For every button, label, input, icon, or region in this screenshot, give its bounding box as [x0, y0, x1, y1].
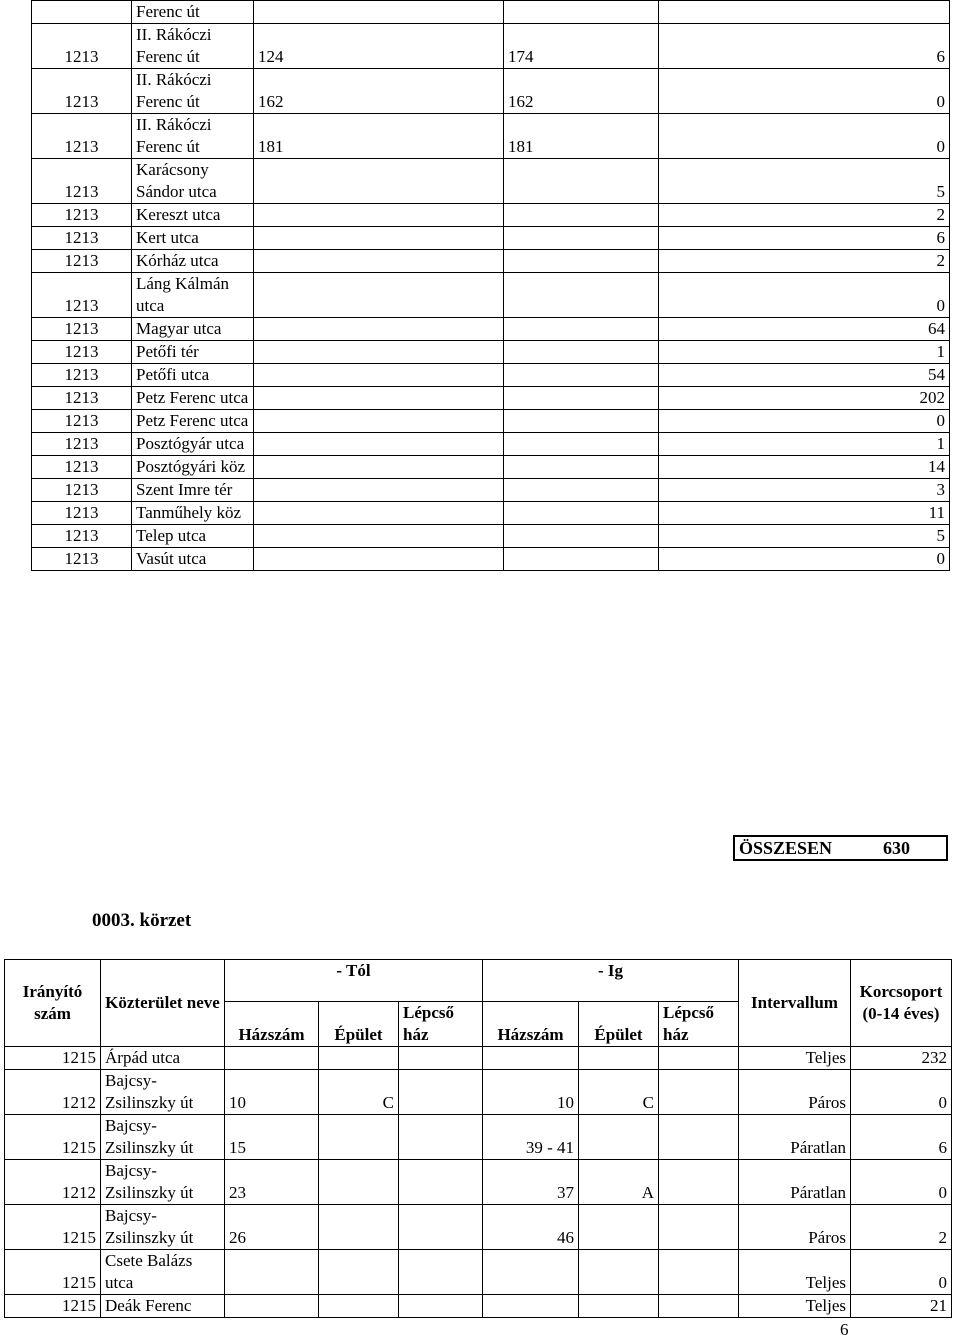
to-number-cell	[504, 525, 659, 548]
child-count-cell: 0	[659, 114, 950, 159]
table-row	[32, 250, 950, 273]
interval-cell: Teljes	[739, 1047, 851, 1070]
street-list-table-continued	[31, 0, 950, 571]
from-building-cell	[319, 1295, 399, 1318]
from-number-cell	[254, 502, 504, 525]
street-name-cell: Kórház utca	[132, 250, 254, 273]
from-number-cell	[254, 456, 504, 479]
district-street-table	[4, 959, 952, 1318]
table-row	[32, 204, 950, 227]
to-house-no-cell	[483, 1047, 579, 1070]
street-name-cell: Bajcsy-Zsilinszky út	[101, 1160, 225, 1205]
from-number-cell	[254, 548, 504, 571]
header-age-group: Korcsoport (0-14 éves)	[851, 960, 952, 1047]
table-row	[5, 1070, 952, 1115]
header-from-staircase: Lépcső ház	[399, 1002, 483, 1047]
child-count-cell: 1	[659, 433, 950, 456]
from-number-cell	[254, 227, 504, 250]
child-count-cell: 2	[659, 204, 950, 227]
street-name-cell: II. Rákóczi Ferenc út	[132, 69, 254, 114]
postal-code-cell: 1215	[5, 1115, 101, 1160]
street-name-cell: Petőfi tér	[132, 341, 254, 364]
from-number-cell	[254, 410, 504, 433]
from-number-cell: 124	[254, 24, 504, 69]
to-staircase-cell	[659, 1070, 739, 1115]
child-count-cell: 232	[851, 1047, 952, 1070]
street-name-cell: Telep utca	[132, 525, 254, 548]
total-box	[733, 835, 948, 861]
to-number-cell	[504, 479, 659, 502]
postal-code-cell: 1215	[5, 1047, 101, 1070]
child-count-cell: 6	[851, 1115, 952, 1160]
postal-code-cell: 1213	[32, 24, 132, 69]
to-building-cell: C	[579, 1070, 659, 1115]
table-row	[32, 364, 950, 387]
header-from: - Tól	[225, 960, 483, 1002]
from-number-cell	[254, 250, 504, 273]
interval-cell: Teljes	[739, 1250, 851, 1295]
street-name-cell: Tanműhely köz	[132, 502, 254, 525]
to-number-cell	[504, 364, 659, 387]
table-row	[32, 24, 950, 69]
to-number-cell	[504, 204, 659, 227]
to-house-no-cell	[483, 1250, 579, 1295]
from-number-cell	[254, 204, 504, 227]
to-number-cell	[504, 250, 659, 273]
to-number-cell	[504, 341, 659, 364]
from-staircase-cell	[399, 1250, 483, 1295]
postal-code-cell: 1213	[32, 159, 132, 204]
from-house-no-cell: 15	[225, 1115, 319, 1160]
to-number-cell	[504, 433, 659, 456]
postal-code-cell: 1215	[5, 1295, 101, 1318]
to-house-no-cell: 46	[483, 1205, 579, 1250]
to-number-cell: 174	[504, 24, 659, 69]
street-name-cell: Csete Balázs utca	[101, 1250, 225, 1295]
postal-code-cell: 1213	[32, 410, 132, 433]
from-number-cell	[254, 341, 504, 364]
child-count-cell: 2	[851, 1205, 952, 1250]
to-house-no-cell: 39 - 41	[483, 1115, 579, 1160]
from-staircase-cell	[399, 1205, 483, 1250]
from-house-no-cell	[225, 1295, 319, 1318]
from-building-cell	[319, 1250, 399, 1295]
from-number-cell: 162	[254, 69, 504, 114]
from-building-cell	[319, 1160, 399, 1205]
postal-code-cell: 1213	[32, 502, 132, 525]
from-building-cell	[319, 1047, 399, 1070]
from-number-cell	[254, 318, 504, 341]
from-number-cell	[254, 433, 504, 456]
postal-code-cell: 1213	[32, 318, 132, 341]
child-count-cell: 64	[659, 318, 950, 341]
table-row	[32, 114, 950, 159]
to-building-cell	[579, 1115, 659, 1160]
postal-code-cell: 1213	[32, 227, 132, 250]
to-staircase-cell	[659, 1205, 739, 1250]
header-street: Közterület neve	[101, 960, 225, 1047]
child-count-cell: 0	[659, 273, 950, 318]
to-number-cell	[504, 159, 659, 204]
child-count-cell: 0	[659, 548, 950, 571]
table-row	[32, 548, 950, 571]
from-house-no-cell: 23	[225, 1160, 319, 1205]
interval-cell: Páros	[739, 1070, 851, 1115]
to-number-cell	[504, 548, 659, 571]
child-count-cell: 0	[659, 69, 950, 114]
from-staircase-cell	[399, 1047, 483, 1070]
child-count-cell: 6	[659, 24, 950, 69]
to-staircase-cell	[659, 1160, 739, 1205]
to-number-cell: 162	[504, 69, 659, 114]
total-label: ÖSSZESEN	[739, 838, 833, 858]
header-interval: Intervallum	[739, 960, 851, 1047]
street-name-cell: Szent Imre tér	[132, 479, 254, 502]
header-to: - Ig	[483, 960, 739, 1002]
street-name-cell: Ferenc út	[132, 1, 254, 24]
street-name-cell: Vasút utca	[132, 548, 254, 571]
to-number-cell	[504, 318, 659, 341]
from-house-no-cell: 26	[225, 1205, 319, 1250]
child-count-cell: 2	[659, 250, 950, 273]
table-row	[32, 525, 950, 548]
from-house-no-cell: 10	[225, 1070, 319, 1115]
child-count-cell: 0	[659, 410, 950, 433]
child-count-cell: 5	[659, 159, 950, 204]
from-number-cell	[254, 387, 504, 410]
postal-code-cell: 1213	[32, 387, 132, 410]
to-number-cell	[504, 387, 659, 410]
postal-code-cell	[32, 1, 132, 24]
street-name-cell: Kereszt utca	[132, 204, 254, 227]
from-house-no-cell	[225, 1047, 319, 1070]
from-house-no-cell	[225, 1250, 319, 1295]
child-count-cell: 21	[851, 1295, 952, 1318]
table-row	[32, 387, 950, 410]
street-name-cell: II. Rákóczi Ferenc út	[132, 114, 254, 159]
to-number-cell: 181	[504, 114, 659, 159]
child-count-cell: 5	[659, 525, 950, 548]
table-row	[32, 456, 950, 479]
table-row	[32, 410, 950, 433]
to-house-no-cell: 37	[483, 1160, 579, 1205]
postal-code-cell: 1213	[32, 525, 132, 548]
child-count-cell: 0	[851, 1160, 952, 1205]
street-name-cell: Karácsony Sándor utca	[132, 159, 254, 204]
table-row	[32, 1, 950, 24]
street-name-cell: Bajcsy-Zsilinszky út	[101, 1070, 225, 1115]
to-building-cell	[579, 1250, 659, 1295]
table-row	[32, 433, 950, 456]
table-row	[32, 502, 950, 525]
postal-code-cell: 1213	[32, 364, 132, 387]
postal-code-cell: 1213	[32, 341, 132, 364]
to-building-cell	[579, 1047, 659, 1070]
postal-code-cell: 1213	[32, 433, 132, 456]
to-number-cell	[504, 227, 659, 250]
child-count-cell: 3	[659, 479, 950, 502]
from-number-cell	[254, 525, 504, 548]
street-name-cell: Deák Ferenc	[101, 1295, 225, 1318]
to-number-cell	[504, 502, 659, 525]
table-row	[5, 1250, 952, 1295]
from-number-cell	[254, 479, 504, 502]
to-number-cell	[504, 410, 659, 433]
street-name-cell: Petz Ferenc utca	[132, 410, 254, 433]
postal-code-cell: 1213	[32, 69, 132, 114]
postal-code-cell: 1213	[32, 479, 132, 502]
street-name-cell: Magyar utca	[132, 318, 254, 341]
street-name-cell: Láng Kálmán utca	[132, 273, 254, 318]
postal-code-cell: 1212	[5, 1160, 101, 1205]
from-number-cell	[254, 364, 504, 387]
postal-code-cell: 1212	[5, 1070, 101, 1115]
from-building-cell	[319, 1205, 399, 1250]
table-row	[5, 1115, 952, 1160]
interval-cell: Teljes	[739, 1295, 851, 1318]
header-to-house-no: Házszám	[483, 1002, 579, 1047]
interval-cell: Páratlan	[739, 1115, 851, 1160]
header-irsz: Irányító szám	[5, 960, 101, 1047]
child-count-cell	[659, 1, 950, 24]
child-count-cell: 202	[659, 387, 950, 410]
child-count-cell: 11	[659, 502, 950, 525]
postal-code-cell: 1215	[5, 1250, 101, 1295]
from-number-cell	[254, 1, 504, 24]
to-number-cell	[504, 1, 659, 24]
child-count-cell: 1	[659, 341, 950, 364]
to-number-cell	[504, 456, 659, 479]
street-name-cell: Posztógyár utca	[132, 433, 254, 456]
table-row	[32, 227, 950, 250]
interval-cell: Páros	[739, 1205, 851, 1250]
table-row	[5, 1205, 952, 1250]
table-row	[32, 479, 950, 502]
header-to-building: Épület	[579, 1002, 659, 1047]
street-name-cell: Petz Ferenc utca	[132, 387, 254, 410]
to-house-no-cell	[483, 1295, 579, 1318]
table-row	[32, 69, 950, 114]
child-count-cell: 0	[851, 1070, 952, 1115]
postal-code-cell: 1213	[32, 273, 132, 318]
to-building-cell	[579, 1295, 659, 1318]
table-row	[32, 318, 950, 341]
table-row	[32, 159, 950, 204]
to-staircase-cell	[659, 1047, 739, 1070]
header-from-house-no: Házszám	[225, 1002, 319, 1047]
postal-code-cell: 1213	[32, 250, 132, 273]
child-count-cell: 54	[659, 364, 950, 387]
from-staircase-cell	[399, 1070, 483, 1115]
postal-code-cell: 1213	[32, 548, 132, 571]
to-staircase-cell	[659, 1115, 739, 1160]
header-to-staircase: Lépcső ház	[659, 1002, 739, 1047]
from-number-cell: 181	[254, 114, 504, 159]
street-name-cell: Árpád utca	[101, 1047, 225, 1070]
to-number-cell	[504, 273, 659, 318]
from-staircase-cell	[399, 1295, 483, 1318]
interval-cell: Páratlan	[739, 1160, 851, 1205]
from-staircase-cell	[399, 1160, 483, 1205]
from-building-cell	[319, 1115, 399, 1160]
table-row	[5, 1160, 952, 1205]
to-staircase-cell	[659, 1295, 739, 1318]
street-name-cell: Petőfi utca	[132, 364, 254, 387]
street-name-cell: Posztógyári köz	[132, 456, 254, 479]
postal-code-cell: 1213	[32, 456, 132, 479]
table-row	[5, 1295, 952, 1318]
street-name-cell: Kert utca	[132, 227, 254, 250]
from-building-cell: C	[319, 1070, 399, 1115]
child-count-cell: 6	[659, 227, 950, 250]
child-count-cell: 0	[851, 1250, 952, 1295]
page-number: 6	[840, 1320, 849, 1339]
to-building-cell	[579, 1205, 659, 1250]
child-count-cell: 14	[659, 456, 950, 479]
from-number-cell	[254, 159, 504, 204]
postal-code-cell: 1215	[5, 1205, 101, 1250]
to-staircase-cell	[659, 1250, 739, 1295]
street-name-cell: Bajcsy-Zsilinszky út	[101, 1205, 225, 1250]
table-row	[5, 1047, 952, 1070]
street-name-cell: Bajcsy-Zsilinszky út	[101, 1115, 225, 1160]
total-value: 630	[883, 838, 910, 858]
table-row	[32, 273, 950, 318]
district-title: 0003. körzet	[92, 910, 192, 931]
postal-code-cell: 1213	[32, 204, 132, 227]
header-from-building: Épület	[319, 1002, 399, 1047]
postal-code-cell: 1213	[32, 114, 132, 159]
to-building-cell: A	[579, 1160, 659, 1205]
from-number-cell	[254, 273, 504, 318]
to-house-no-cell: 10	[483, 1070, 579, 1115]
street-name-cell: II. Rákóczi Ferenc út	[132, 24, 254, 69]
from-staircase-cell	[399, 1115, 483, 1160]
table-row	[32, 341, 950, 364]
